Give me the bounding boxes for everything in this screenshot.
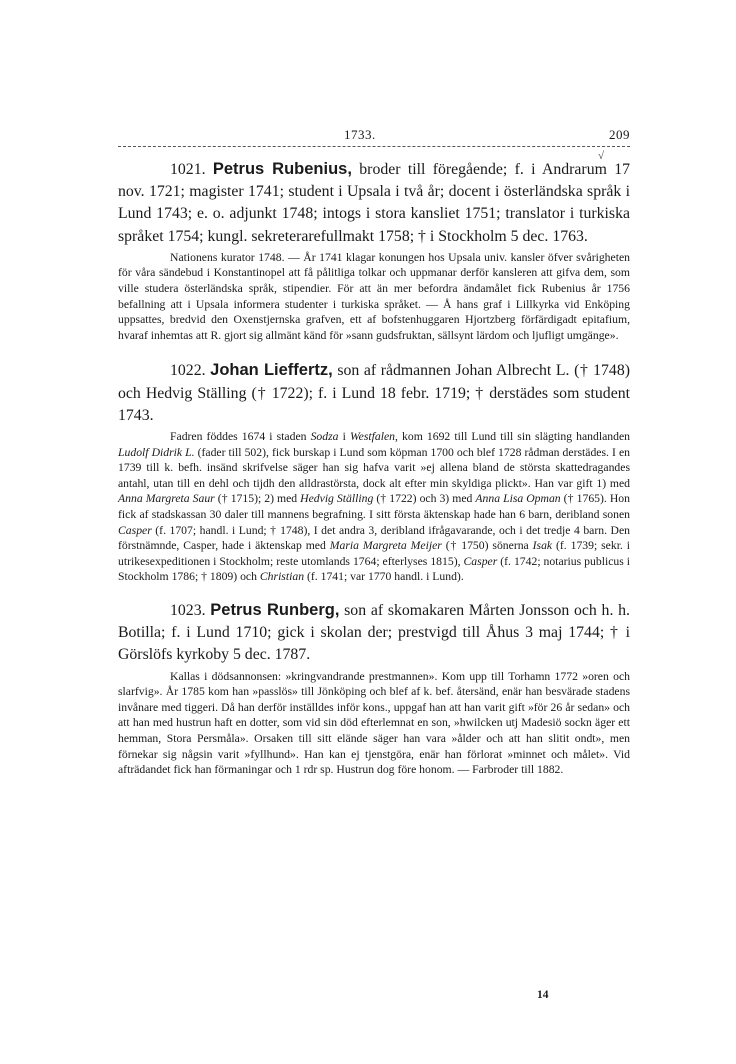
entry-number: 1023.	[170, 601, 206, 619]
entry-note: Fadren föddes 1674 i staden Sodza i Westfalen, kom 1692 till Lund till sin slägting handlanden Ludolf Didrik L. (fader till 502), fick burskap i Lund som köpman 1700 och blef 1728 rådman derstädes. I en 1739 till k. befh. insänd skrifvelse säger han sig hafva varit »ej allena bland de största skattedragandes antahl, utan till en dehl och tijdh den alldrastörsta, dock alt efter min skyldiga plickt». Han var gift 1) med Anna Margreta Saur († 1715); 2) med Hedvig Ställing († 1722) och 3) med Anna Lisa Opman († 1765). Hon fick af stadskassan 30 daler till mannens begrafning. I sitt första äktenskap hade han 6 barn, deribland sonen Casper (f. 1707; handl. i Lund; † 1748), I det andra 3, deribland ifrågavarande, och i det tredje 4 barn. Den förstnämnde, Casper, hade i äktenskap med Maria Margreta Meijer († 1750) sönerna Isak (f. 1739; sekr. i utrikesexpeditionen i Stockholm; reste utomlands 1764; efterlyses 1815), Casper (f. 1742; notarius publicus i Stockholm 1786; † 1809) och Christian (f. 1741; var 1770 handl. i Lund).	[118, 429, 631, 584]
tick-mark: √	[598, 150, 605, 162]
italic-name: Anna Margreta Saur	[118, 492, 215, 506]
signature-mark: 14	[537, 989, 549, 1001]
entry-note: Nationens kurator 1748. — År 1741 klagar konungen hos Upsala univ. kansler öfver svårigheten för våra sändebud i Konstantinopel att få pålitliga tolkar och uppmanar derför kansleren att gifva dem, som ville studera österländska språk, stipendier. För att än mer befordra ändamålet fick Rubenius år 1756 befallning att i Upsala informera studenter i turkiska språket. — Å hans graf i Lillkyrka vid Enköping uppsattes, bredvid den Oxenstjernska grafven, ett af bofstenhuggaren Hjortzberg förfärdigadt epitafium, hvaraf inhemtas att R. gjort sig allmänt känd för »sann gudsfruktan, sällsynt lärdom och ljufligt umgänge».	[118, 250, 630, 342]
running-head	[118, 127, 630, 147]
header-rule	[118, 146, 630, 147]
entry-name: Petrus Runberg,	[210, 600, 340, 619]
italic-name: Hedvig Ställing	[300, 492, 374, 506]
entry-note: Kallas i dödsannonsen: »kringvandrande prestmannen». Kom upp till Torhamn 1772 »oren och slarfvig». År 1785 kom han »passlös» till Jönköping och blef af k. bef. återsänd, enär han besvärade stadens invånare med tiggeri. Då han derför inställdes inför kons., uppgaf han att han varit gift »för 26 år sedan» och att han med hustrun haft en dotter, som vid sin död efterlemnat en son, »hwilcken utj Madesiö sockn äger ett hemman, Stora Persmåla». Orsaken till sitt elände säger han vara »ålder och att han slitit ondt», men förnekar sig någsin varit »fyllhund». Han kan ej tjenstgöra, enär han förlorat »minnet och målet». Vid afträdandet fick han förmaningar och 1 rdr sp. Hustrun dog före honom. — Farbroder till 1882.	[118, 669, 630, 777]
italic-name: Ludolf Didrik L.	[118, 445, 195, 459]
entry-name: Petrus Rubenius,	[212, 160, 352, 178]
page-number: 209	[609, 127, 630, 142]
entry-number: 1021.	[170, 161, 206, 178]
italic-name: Casper	[118, 523, 152, 537]
italic-name: Isak	[532, 539, 553, 553]
running-head-year: 1733.	[344, 127, 376, 142]
italic-name: Sodza	[310, 429, 339, 443]
italic-name: Christian	[259, 570, 305, 584]
entry-number: 1022.	[170, 362, 206, 380]
entry-name: Johan Lieffertz,	[210, 361, 333, 380]
entry-text: son af rådmannen Johan Albrecht L. († 1748) och Hedvig Ställing († 1722); f. i Lund 18 febr. 1719; † derstädes som student 1743.	[118, 362, 630, 424]
italic-name: Maria Margreta Meijer	[329, 539, 442, 553]
entry-1022	[118, 359, 630, 585]
entry-1021	[118, 158, 630, 343]
entry-text: broder till föregående; f. i Andrarum 17 nov. 1721; magister 1741; student i Upsala i två år; docent i österländska språk i Lund 1743; e. o. adjunkt 1748; intogs i stora kansliet 1751; translator i turkiska språket 1754; kungl. sekreterarefullmakt 1758; † i Stockholm 5 dec. 1763.	[118, 161, 630, 245]
italic-name: Casper	[463, 554, 498, 568]
italic-name: Anna Lisa Opman	[475, 492, 561, 506]
entry-1023	[118, 599, 630, 778]
text-column	[118, 158, 630, 778]
entry-text: son af skomakaren Mårten Jonsson och h. h. Botilla; f. i Lund 1710; gick i skolan der; prestvigd till Åhus 3 maj 1744; † i Görslöfs kyrkoby 5 dec. 1787.	[118, 601, 630, 664]
italic-name: Westfalen	[349, 429, 395, 443]
